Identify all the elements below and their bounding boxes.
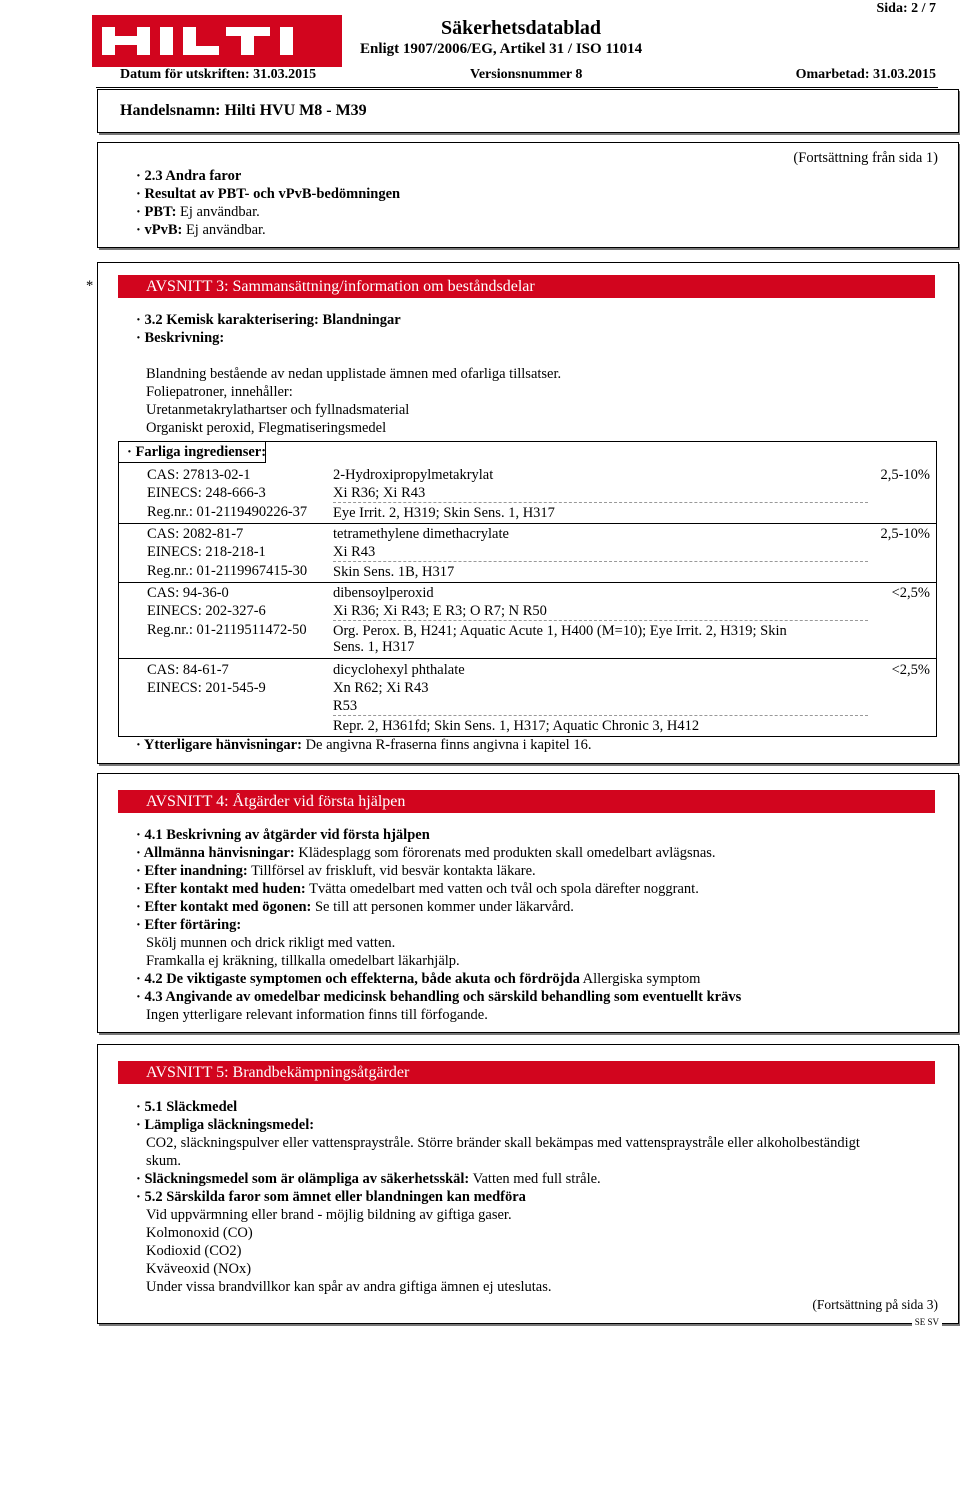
sec5-line: · Släckningsmedel som är olämpliga av säkerhetsskäl: Vatten med full stråle. (136, 1171, 601, 1187)
sec2-line: · vPvB: Ej användbar. (136, 222, 266, 238)
ing-einecs: EINECS: 248-666-3 (147, 485, 266, 501)
sec4-line: Skölj munnen och drick rikligt med vatten. (146, 935, 396, 951)
document-title: Säkerhetsdatablad (441, 17, 602, 39)
sec4-line: · Efter kontakt med huden: Tvätta omedelbart med vatten och tvål och spola därefter noggrant. (136, 881, 699, 897)
ing-cas: CAS: 94-36-0 (147, 585, 229, 601)
revision-star: * (86, 278, 94, 294)
language-code: SE SV (912, 1313, 942, 1331)
ing-name: tetramethylene dimethacrylate (333, 526, 509, 542)
trade-name-box (97, 89, 959, 133)
ing-h-phrases: Org. Perox. B, H241; Aquatic Acute 1, H400 (M=10); Eye Irrit. 2, H319; Skin (333, 623, 787, 639)
continued-from: (Fortsättning från sida 1) (793, 150, 938, 166)
section-4-box (97, 773, 959, 1033)
ing-r-phrases-cont: R53 (333, 698, 358, 714)
ing-h-phrases: Repr. 2, H361fd; Skin Sens. 1, H317; Aquatic Chronic 3, H412 (333, 718, 700, 734)
sec2-line: · PBT: Ej användbar. (136, 204, 260, 220)
ing-h-phrases: Skin Sens. 1B, H317 (333, 564, 455, 580)
ing-reg: Reg.nr.: 01-2119967415-30 (147, 563, 308, 579)
sec5-line: Vid uppvärmning eller brand - möjlig bildning av giftiga gaser. (146, 1207, 512, 1223)
document-subtitle: Enligt 1907/2006/EG, Artikel 31 / ISO 11014 (360, 41, 643, 57)
sec4-line: · 4.3 Angivande av omedelbar medicinsk behandling och särskild behandling som eventuellt krävs (136, 989, 742, 1005)
ing-einecs: EINECS: 218-218-1 (147, 544, 266, 560)
sec4-line: · Allmänna hänvisningar: Klädesplagg som förorenats med produkten skall omedelbart avlägsnas. (136, 845, 716, 861)
print-date: Datum för utskriften: 31.03.2015 (120, 67, 317, 82)
trade-name: Handelsnamn: Hilti HVU M8 - M39 (120, 102, 367, 119)
sec4-line: Framkalla ej kräkning, tillkalla omedelbart läkarhjälp. (146, 953, 460, 969)
ingredients-title: · Farliga ingredienser: (127, 444, 267, 460)
section-3-heading: AVSNITT 3: Sammansättning/information om beståndsdelar (118, 275, 935, 298)
ing-name: dibensoylperoxid (333, 585, 434, 601)
sec4-line: · 4.1 Beskrivning av åtgärder vid första hjälpen (136, 827, 430, 843)
ing-r-phrases: Xi R36; Xi R43; E R3; O R7; N R50 (333, 603, 547, 619)
sec5-line: Under vissa brandvillkor kan spår av andra giftiga ämnen ej uteslutas. (146, 1279, 552, 1295)
ing-cas: CAS: 84-61-7 (147, 662, 229, 678)
ing-cas: CAS: 27813-02-1 (147, 467, 251, 483)
ing-h-phrases: Eye Irrit. 2, H319; Skin Sens. 1, H317 (333, 505, 555, 521)
ing-einecs: EINECS: 202-327-6 (147, 603, 266, 619)
ing-concentration: <2,5% (891, 585, 930, 601)
ing-cas: CAS: 2082-81-7 (147, 526, 244, 542)
sec3-desc: Blandning bestående av nedan upplistade ämnen med ofarliga tillsatser. (146, 366, 562, 382)
ing-name: dicyclohexyl phthalate (333, 662, 465, 678)
ing-r-phrases: Xi R36; Xi R43 (333, 485, 426, 501)
sec4-line: · Efter inandning: Tillförsel av friskluft, vid besvär kontakta läkare. (136, 863, 536, 879)
sec3-line: · Beskrivning: (136, 330, 225, 346)
sec4-line: Ingen ytterligare relevant information finns till förfogande. (146, 1007, 488, 1023)
sec4-line: · 4.2 De viktigaste symptomen och effekterna, både akuta och fördröjda Allergiska symptom (136, 971, 701, 987)
sec5-line: skum. (146, 1153, 182, 1169)
ing-r-phrases: Xn R62; Xi R43 (333, 680, 429, 696)
sec5-line: · Lämpliga släckningsmedel: (136, 1117, 315, 1133)
sec3-desc: Organiskt peroxid, Flegmatiseringsmedel (146, 420, 387, 436)
hilti-logo (92, 15, 342, 67)
ing-concentration: 2,5-10% (880, 526, 930, 542)
sec4-line: · Efter förtäring: (136, 917, 242, 933)
sec2-line: · Resultat av PBT- och vPvB-bedömningen (136, 186, 401, 202)
ing-reg: Reg.nr.: 01-2119490226-37 (147, 504, 308, 520)
section-5-box (97, 1044, 959, 1324)
version-number: Versionsnummer 8 (470, 67, 583, 82)
sec5-line: · 5.2 Särskilda faror som ämnet eller blandningen kan medföra (136, 1189, 526, 1205)
section-4-heading: AVSNITT 4: Åtgärder vid första hjälpen (118, 790, 935, 813)
sec5-line: CO2, släckningspulver eller vattenspraystråle. Större bränder skall bekämpas med vattenspraystråle eller alkoholbeständigt (146, 1135, 860, 1151)
sec4-line: · Efter kontakt med ögonen: Se till att personen kommer under läkarvård. (136, 899, 574, 915)
header-divider (96, 87, 938, 88)
ing-reg: Reg.nr.: 01-2119511472-50 (147, 622, 307, 638)
revision-date: Omarbetad: 31.03.2015 (795, 67, 936, 82)
sec3-line: · 3.2 Kemisk karakterisering: Blandningar (136, 312, 401, 328)
ing-concentration: <2,5% (891, 662, 930, 678)
sec3-desc: Foliepatroner, innehåller: (146, 384, 293, 400)
section-3-box (97, 262, 959, 764)
ing-r-phrases: Xi R43 (333, 544, 376, 560)
section-5-heading: AVSNITT 5: Brandbekämpningsåtgärder (118, 1061, 935, 1084)
ingredients-table (118, 441, 937, 737)
section-2-box (97, 142, 959, 248)
ing-name: 2-Hydroxipropylmetakrylat (333, 467, 494, 483)
sec5-line: · 5.1 Släckmedel (136, 1099, 238, 1115)
ing-einecs: EINECS: 201-545-9 (147, 680, 266, 696)
further-references: · Ytterligare hänvisningar: De angivna R-fraserna finns angivna i kapitel 16. (136, 737, 592, 753)
ing-concentration: 2,5-10% (880, 467, 930, 483)
sec5-line: Kolmonoxid (CO) (146, 1225, 253, 1241)
page-number: Sida: 2 / 7 (876, 1, 936, 16)
sec2-line: · 2.3 Andra faror (136, 168, 242, 184)
sec3-desc: Uretanmetakrylathartser och fyllnadsmaterial (146, 402, 410, 418)
sec5-line: Kodioxid (CO2) (146, 1243, 242, 1259)
sec5-line: Kväveoxid (NOx) (146, 1261, 252, 1277)
ing-h-phrases-cont: Sens. 1, H317 (333, 639, 415, 655)
continued-to: (Fortsättning på sida 3) (812, 1297, 938, 1312)
